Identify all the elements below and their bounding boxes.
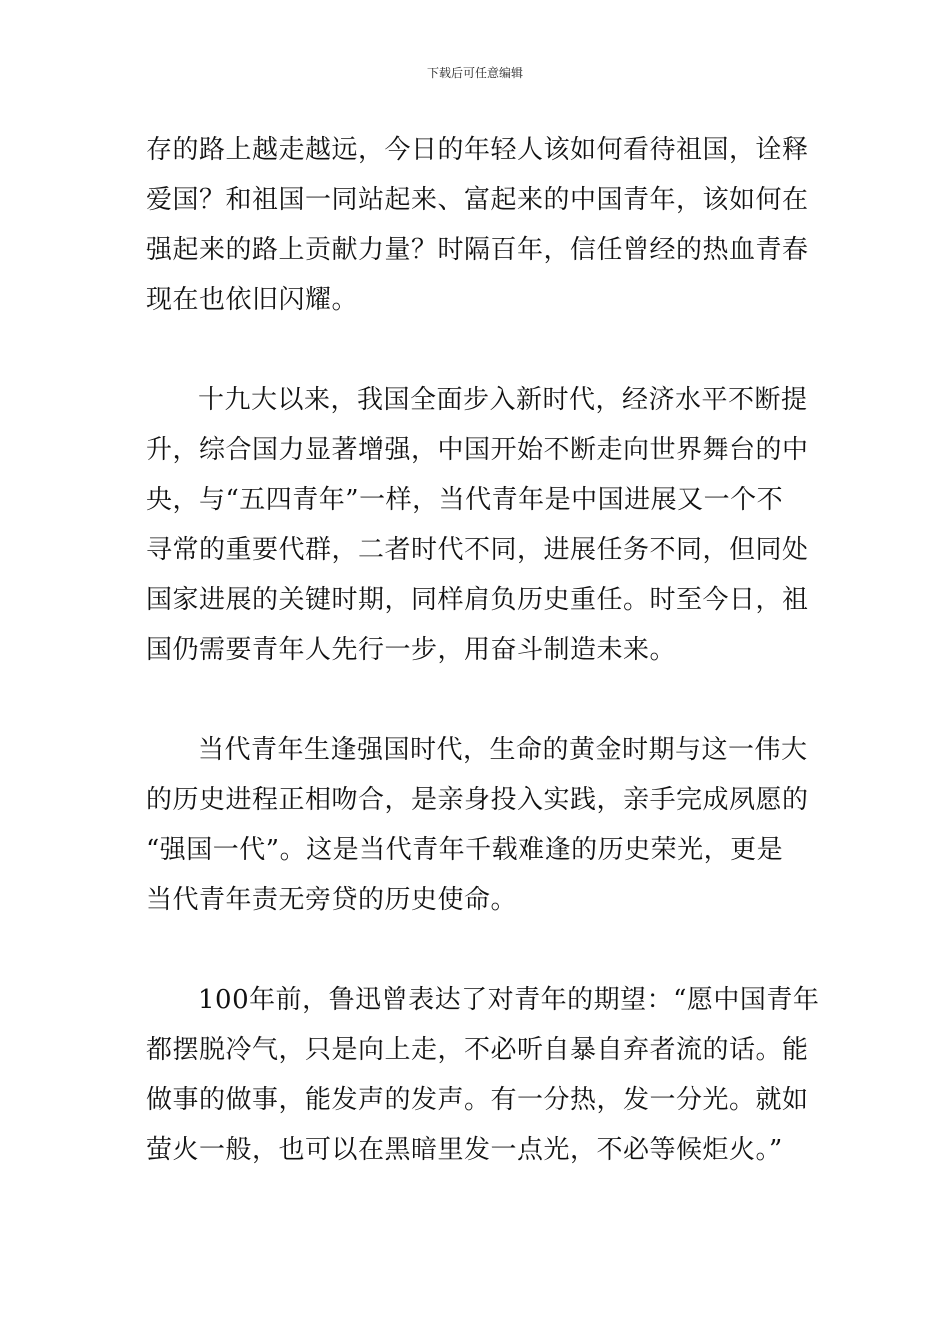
text-line: 十九大以来，我国全面步入新时代，经济水平不断提 — [198, 385, 808, 415]
text-line: 做事的做事，能发声的发声。有一分热，发一分光。就如 — [146, 1085, 809, 1115]
text-line: 现在也依旧闪耀。 — [146, 285, 359, 315]
text-line: 的历史进程正相吻合，是亲身投入实践，亲手完成夙愿的 — [146, 785, 809, 815]
text-line: 爱国？和祖国一同站起来、富起来的中国青年，该如何在 — [146, 185, 809, 215]
text-line: 当代青年责无旁贷的历史使命。 — [146, 885, 518, 915]
text-line: 国仍需要青年人先行一步，用奋斗制造未来。 — [146, 635, 677, 665]
text-line: 100年前，鲁迅曾表达了对青年的期望：“愿中国青年 — [198, 985, 820, 1015]
text-line: 当代青年生逢强国时代，生命的黄金时期与这一伟大 — [198, 735, 808, 765]
text-line: 都摆脱冷气，只是向上走，不必听自暴自弃者流的话。能 — [146, 1035, 809, 1065]
page-header: 下载后可任意编辑 — [426, 66, 523, 80]
text-line: 国家进展的关键时期，同样肩负历史重任。时至今日，祖 — [146, 585, 809, 615]
text-line: 存的路上越走越远，今日的年轻人该如何看待祖国，诠释 — [146, 135, 809, 165]
text-line: 萤火一般，也可以在黑暗里发一点光，不必等候炬火。” — [146, 1135, 783, 1165]
text-line: 央，与“五四青年”一样，当代青年是中国进展又一个不 — [146, 485, 784, 515]
text-line: 升，综合国力显著增强，中国开始不断走向世界舞台的中 — [146, 435, 809, 465]
text-line: “强国一代”。这是当代青年千载难逢的历史荣光，更是 — [146, 835, 784, 865]
text-line: 强起来的路上贡献力量？时隔百年，信任曾经的热血青春 — [146, 235, 809, 265]
text-line: 寻常的重要代群，二者时代不同，进展任务不同，但同处 — [146, 535, 809, 565]
